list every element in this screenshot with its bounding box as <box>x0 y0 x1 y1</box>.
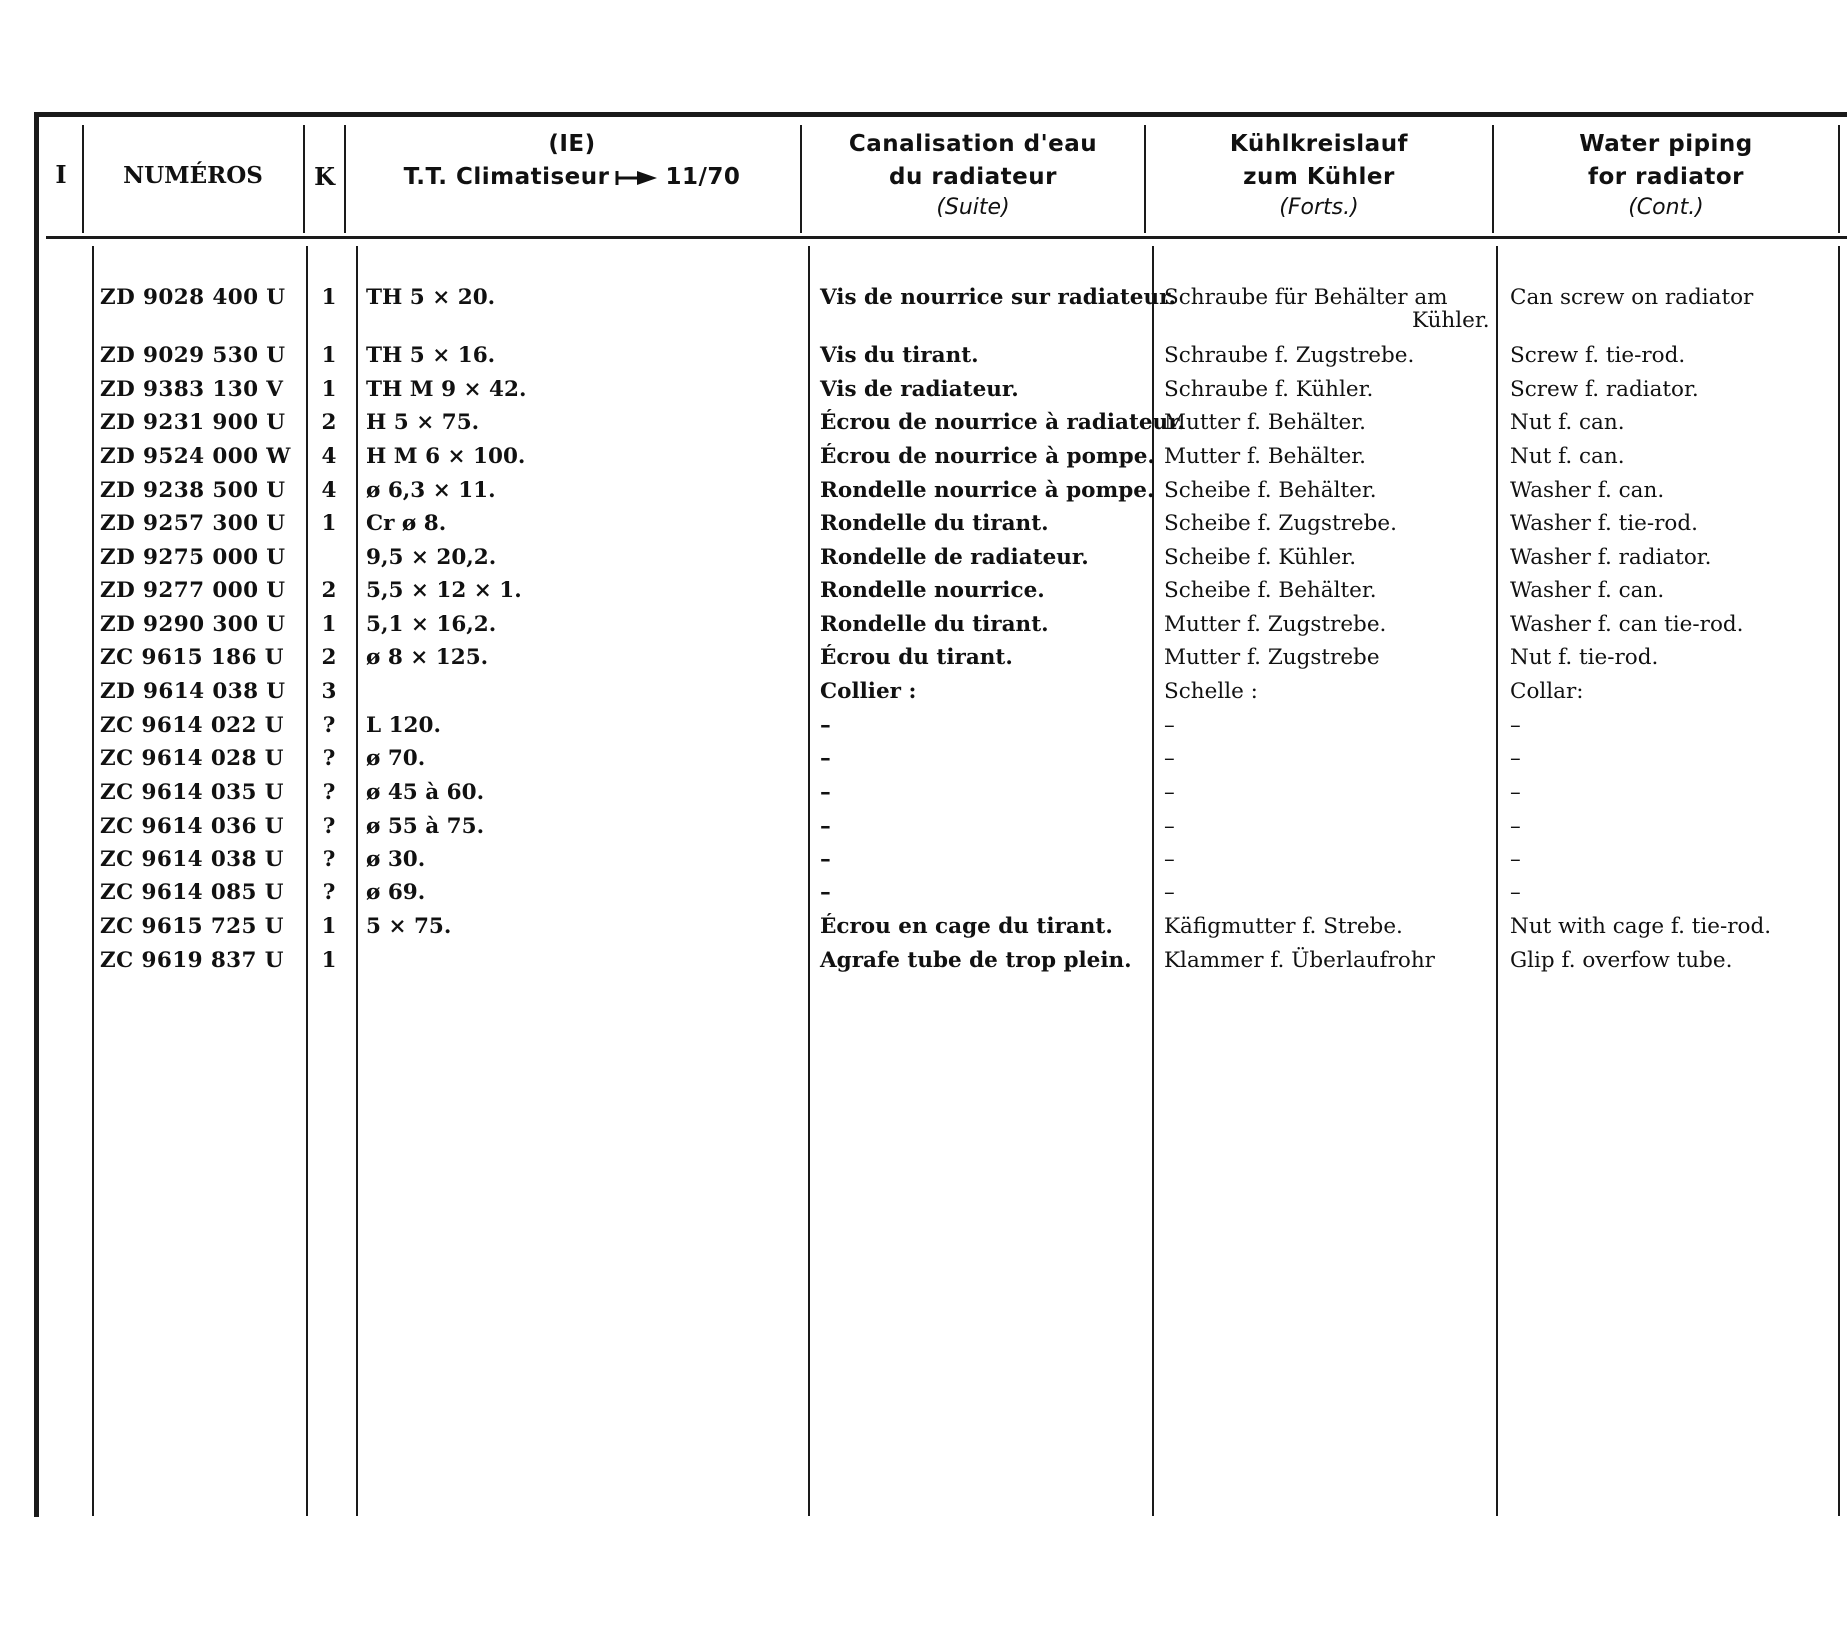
cell-num: ZC 9615 725 U <box>100 914 284 939</box>
cell-de: – <box>1164 780 1175 805</box>
cell-fr: – <box>820 847 831 872</box>
column-divider <box>1496 246 1498 1516</box>
cell-de: Mutter f. Zugstrebe <box>1164 645 1380 670</box>
cell-spec: 5,5 × 12 × 1. <box>366 578 522 603</box>
cell-num: ZC 9615 186 U <box>100 645 284 670</box>
header-en-line2: for radiator <box>1587 164 1745 190</box>
cell-num: ZD 9524 000 W <box>100 444 291 469</box>
header-fr-line3: (Suite) <box>936 195 1010 220</box>
arrow-right-icon <box>615 169 659 187</box>
cell-num: ZD 9383 130 V <box>100 377 284 402</box>
cell-fr: Écrou de nourrice à pompe. <box>820 444 1155 469</box>
cell-de: Scheibe f. Behälter. <box>1164 478 1377 503</box>
cell-fr: – <box>820 746 831 771</box>
cell-fr: Agrafe tube de trop plein. <box>820 948 1132 973</box>
cell-spec: 9,5 × 20,2. <box>366 545 497 570</box>
cell-num: ZD 9238 500 U <box>100 478 286 503</box>
cell-spec: H 5 × 75. <box>366 410 480 435</box>
cell-de: Scheibe f. Kühler. <box>1164 545 1357 570</box>
header-spec-line1: (IE) <box>548 131 596 157</box>
header-german <box>1146 128 1492 222</box>
cell-en: Screw f. tie-rod. <box>1510 343 1686 368</box>
cell-fr: Écrou de nourrice à radiateur. <box>820 410 1186 435</box>
cell-en: – <box>1510 847 1521 872</box>
column-divider <box>356 246 358 1516</box>
cell-num: ZD 9614 038 U <box>100 679 286 704</box>
cell-fr: Vis de nourrice sur radiateur. <box>820 285 1176 310</box>
cell-de: – <box>1164 746 1175 771</box>
cell-en: Washer f. can. <box>1510 478 1665 503</box>
cell-k: ? <box>322 880 336 905</box>
cell-de: Schraube f. Zugstrebe. <box>1164 343 1415 368</box>
header-de-line1: Kühlkreislauf <box>1229 131 1409 157</box>
cell-fr: Rondelle nourrice. <box>820 578 1045 603</box>
cell-en: Washer f. tie-rod. <box>1510 511 1698 536</box>
cell-fr: Vis du tirant. <box>820 343 979 368</box>
cell-k: 1 <box>321 343 337 368</box>
cell-num: ZC 9614 038 U <box>100 847 284 872</box>
cell-en: Nut f. can. <box>1510 444 1625 469</box>
cell-fr: Collier : <box>820 679 917 704</box>
cell-spec: Cr ø 8. <box>366 511 447 536</box>
cell-fr: Écrou en cage du tirant. <box>820 914 1113 939</box>
header-spec-prefix: T.T. Climatiseur <box>403 164 610 190</box>
header-fr-line1: Canalisation d'eau <box>848 131 1098 157</box>
cell-de: Scheibe f. Behälter. <box>1164 578 1377 603</box>
cell-de: – <box>1164 713 1175 738</box>
cell-fr: – <box>820 880 831 905</box>
cell-num: ZC 9619 837 U <box>100 948 284 973</box>
header-en-line1: Water piping <box>1579 131 1753 157</box>
cell-fr: Rondelle nourrice à pompe. <box>820 478 1155 503</box>
top-rule <box>36 112 1847 117</box>
cell-de: Schraube f. Kühler. <box>1164 377 1374 402</box>
cell-en: – <box>1510 780 1521 805</box>
cell-spec: TH 5 × 16. <box>366 343 496 368</box>
cell-spec: ø 69. <box>366 880 426 905</box>
cell-num: ZD 9231 900 U <box>100 410 286 435</box>
cell-spec: ø 55 à 75. <box>366 814 485 839</box>
column-divider <box>306 246 308 1516</box>
cell-spec: ø 6,3 × 11. <box>366 478 496 503</box>
header-spec <box>346 128 798 194</box>
cell-en: – <box>1510 814 1521 839</box>
cell-k: 2 <box>321 645 337 670</box>
cell-k: ? <box>322 746 336 771</box>
cell-num: ZC 9614 036 U <box>100 814 284 839</box>
column-divider <box>808 246 810 1516</box>
cell-en: Washer f. radiator. <box>1510 545 1712 570</box>
header-spec-suffix: 11/70 <box>665 164 741 190</box>
cell-de: – <box>1164 814 1175 839</box>
cell-en: Nut f. can. <box>1510 410 1625 435</box>
cell-en: – <box>1510 713 1521 738</box>
cell-de: – <box>1164 847 1175 872</box>
header-spec-line2 <box>346 161 798 194</box>
cell-k: 1 <box>321 511 337 536</box>
cell-num: ZD 9275 000 U <box>100 545 286 570</box>
cell-num: ZD 9277 000 U <box>100 578 286 603</box>
cell-fr: Rondelle du tirant. <box>820 612 1049 637</box>
cell-k: 1 <box>321 948 337 973</box>
cell-num: ZD 9029 530 U <box>100 343 286 368</box>
cell-de: Klammer f. Überlaufrohr <box>1164 948 1435 973</box>
cell-num: ZC 9614 028 U <box>100 746 284 771</box>
header-divider <box>1838 125 1840 233</box>
cell-de-continuation: Kühler. <box>1412 308 1490 333</box>
header-english <box>1494 128 1838 222</box>
cell-spec: TH 5 × 20. <box>366 285 496 310</box>
cell-en: – <box>1510 880 1521 905</box>
cell-num: ZD 9257 300 U <box>100 511 286 536</box>
cell-fr: Rondelle de radiateur. <box>820 545 1089 570</box>
cell-spec: ø 8 × 125. <box>366 645 489 670</box>
cell-spec: H M 6 × 100. <box>366 444 526 469</box>
cell-k: 2 <box>321 578 337 603</box>
cell-de: Mutter f. Zugstrebe. <box>1164 612 1387 637</box>
header-en-line3: (Cont.) <box>1628 195 1704 220</box>
cell-de: Mutter f. Behälter. <box>1164 410 1367 435</box>
column-divider <box>1838 246 1840 1516</box>
cell-en: – <box>1510 746 1521 771</box>
cell-k: ? <box>322 713 336 738</box>
cell-de: Schelle : <box>1164 679 1258 704</box>
cell-spec: 5 × 75. <box>366 914 452 939</box>
cell-k: 2 <box>321 410 337 435</box>
cell-en: Washer f. can. <box>1510 578 1665 603</box>
header-french <box>802 128 1144 222</box>
cell-num: ZC 9614 022 U <box>100 713 284 738</box>
cell-k: ? <box>322 814 336 839</box>
cell-de: – <box>1164 880 1175 905</box>
cell-en: Collar: <box>1510 679 1584 704</box>
header-numbers <box>84 162 302 189</box>
cell-fr: – <box>820 814 831 839</box>
cell-num: ZC 9614 035 U <box>100 780 284 805</box>
cell-spec: TH M 9 × 42. <box>366 377 527 402</box>
header-index <box>40 160 82 189</box>
cell-k: 4 <box>321 478 337 503</box>
cell-k: 4 <box>321 444 337 469</box>
header-de-line2: zum Kühler <box>1243 164 1395 190</box>
column-divider <box>92 246 94 1516</box>
cell-spec: ø 45 à 60. <box>366 780 485 805</box>
cell-k: 1 <box>321 612 337 637</box>
cell-fr: Écrou du tirant. <box>820 645 1013 670</box>
cell-num: ZD 9290 300 U <box>100 612 286 637</box>
cell-de: Käfigmutter f. Strebe. <box>1164 914 1403 939</box>
cell-fr: – <box>820 780 831 805</box>
header-de-line3: (Forts.) <box>1279 195 1359 220</box>
cell-en: Nut with cage f. tie-rod. <box>1510 914 1772 939</box>
cell-fr: – <box>820 713 831 738</box>
header-fr-line2: du radiateur <box>889 164 1057 190</box>
cell-k: 1 <box>321 377 337 402</box>
header-k-label: K <box>314 162 335 191</box>
header-bottom-rule <box>1484 236 1847 239</box>
cell-spec: ø 30. <box>366 847 426 872</box>
cell-en: Nut f. tie-rod. <box>1510 645 1659 670</box>
cell-spec: L 120. <box>366 713 441 738</box>
cell-k: ? <box>322 780 336 805</box>
cell-spec: 5,1 × 16,2. <box>366 612 497 637</box>
header-numbers-label: NUMÉROS <box>123 162 263 189</box>
left-border <box>34 112 39 1517</box>
cell-k: 3 <box>321 679 337 704</box>
column-divider <box>1152 246 1154 1516</box>
cell-num: ZD 9028 400 U <box>100 285 286 310</box>
header-index-label: I <box>55 160 67 189</box>
cell-de: Scheibe f. Zugstrebe. <box>1164 511 1397 536</box>
cell-en: Can screw on radiator <box>1510 285 1754 310</box>
cell-k: 1 <box>321 285 337 310</box>
cell-num: ZC 9614 085 U <box>100 880 284 905</box>
cell-en: Washer f. can tie-rod. <box>1510 612 1744 637</box>
cell-de: Schraube für Behälter am <box>1164 285 1448 310</box>
cell-fr: Rondelle du tirant. <box>820 511 1049 536</box>
header-k <box>305 162 344 191</box>
cell-k: 1 <box>321 914 337 939</box>
cell-en: Screw f. radiator. <box>1510 377 1699 402</box>
cell-spec: ø 70. <box>366 746 426 771</box>
cell-k: ? <box>322 847 336 872</box>
cell-en: Glip f. overfow tube. <box>1510 948 1733 973</box>
header-bottom-rule <box>46 236 1502 239</box>
cell-de: Mutter f. Behälter. <box>1164 444 1367 469</box>
cell-fr: Vis de radiateur. <box>820 377 1019 402</box>
